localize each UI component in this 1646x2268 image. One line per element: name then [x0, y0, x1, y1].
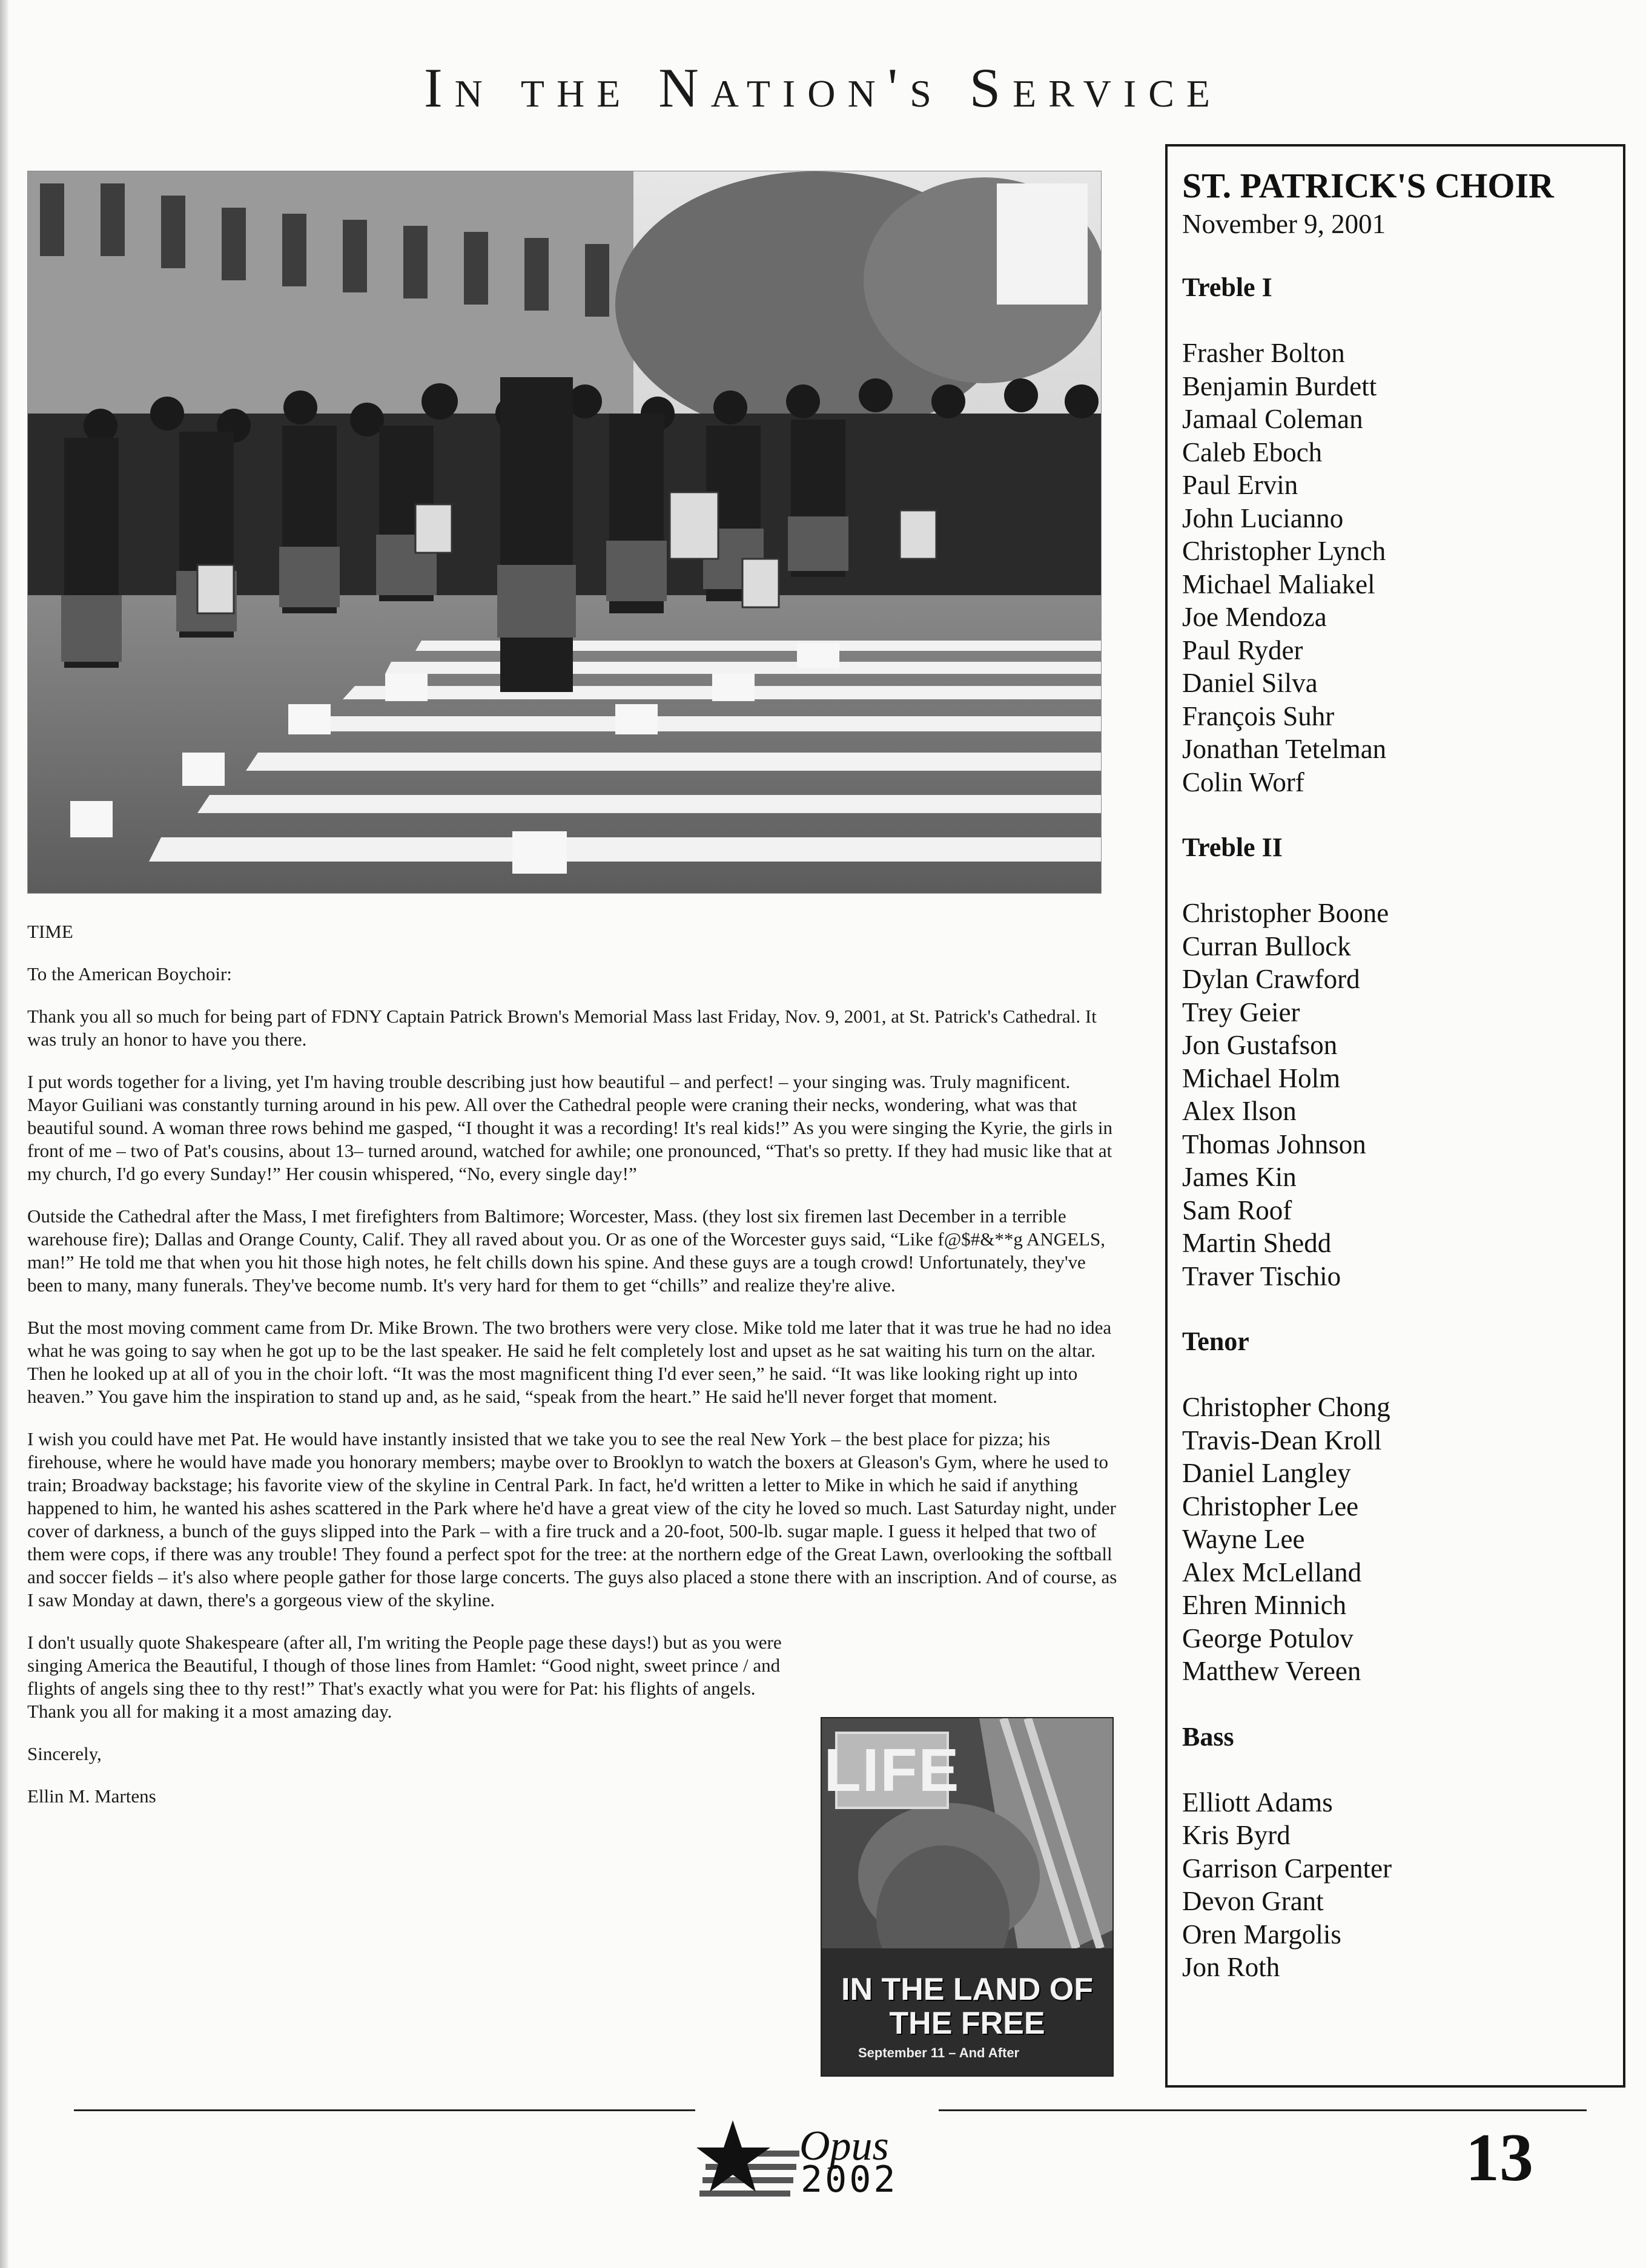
roster-section-title: Treble I: [1182, 272, 1272, 302]
roster-member-name: Travis-Dean Kroll: [1182, 1425, 1382, 1455]
footer-rule: [939, 2109, 1587, 2111]
roster-section: [1182, 1721, 1608, 1984]
roster-date: November 9, 2001: [1182, 209, 1386, 239]
roster-section: [1182, 831, 1608, 1293]
life-headline: [822, 1973, 1112, 2040]
life-dateline: September 11 – And After: [858, 2045, 1020, 2060]
roster-member-name: Curran Bullock: [1182, 931, 1351, 961]
roster-member-name: Devon Grant: [1182, 1886, 1324, 1916]
roster-member-name: Benjamin Burdett: [1182, 371, 1377, 401]
letter-closing: Sincerely,: [27, 1743, 102, 1764]
roster-member-name: Joe Mendoza: [1182, 602, 1327, 632]
roster-section-title: Bass: [1182, 1721, 1234, 1752]
letter-salutation: To the American Boychoir:: [27, 963, 232, 984]
roster-member-name: Christopher Lynch: [1182, 536, 1386, 566]
roster-member-name: Daniel Silva: [1182, 668, 1318, 698]
roster-member-name: Alex Ilson: [1182, 1096, 1297, 1126]
roster-member-name: Colin Worf: [1182, 766, 1304, 797]
roster-member-name: Ehren Minnich: [1182, 1590, 1347, 1620]
life-headline-line: IN THE LAND OF: [841, 1972, 1093, 2007]
roster-member-name: Daniel Langley: [1182, 1458, 1351, 1488]
roster-member-name: Oren Margolis: [1182, 1919, 1341, 1950]
roster-member-name: Michael Maliakel: [1182, 569, 1375, 599]
roster-member-name: Jon Gustafson: [1182, 1030, 1338, 1060]
roster-member-name: Christopher Lee: [1182, 1491, 1359, 1521]
roster-member-name: Dylan Crawford: [1182, 964, 1360, 994]
roster-member-name: Paul Ryder: [1182, 635, 1303, 665]
roster-section-title: Treble II: [1182, 832, 1283, 862]
page-binding-edge: [0, 0, 8, 2268]
roster-section-title: Tenor: [1182, 1327, 1249, 1356]
page-number: 13: [1466, 2120, 1533, 2195]
roster-member-name: Jamaal Coleman: [1182, 404, 1363, 434]
letter-paragraph: Outside the Cathedral after the Mass, I met firefighters from Baltimore; Worcester, Mass. (they lost six firemen last December in a terrible warehouse fire); Dallas and Orange County, Calif. They all raved about you. Or as one of the Worcester guys said, “Like f@$#&**g ANGELS, man!” He told me that when you hit those high notes, he felt chills down his spine. And these guys are a tough crowd! Unfortunately, they've been to many, many funerals. They've become numb. It's very hard for them to get “chills” and realize they're alive.: [27, 1205, 1105, 1296]
roster-member-name: Martin Shedd: [1182, 1228, 1332, 1258]
letter-source: TIME: [27, 921, 73, 942]
roster-member-name: Jonathan Tetelman: [1182, 734, 1387, 764]
roster-member-name: Sam Roof: [1182, 1195, 1292, 1225]
memorial-photo-art: [28, 171, 1101, 893]
roster-member-name: Thomas Johnson: [1182, 1129, 1366, 1159]
roster-member-name: Paul Ervin: [1182, 470, 1298, 500]
letter-paragraph: I wish you could have met Pat. He would have instantly insisted that we take you to see the real New York – the best place for pizza; his firehouse, where he would have made you honorary members; maybe over to Brooklyn to watch the boxers at Gleason's Gym, where he used to train; Broadway backstage; his favorite view of the skyline in Central Park. In fact, he'd written a letter to Mike in which he said if anything happened to him, he wanted his ashes scattered in the Park where he'd have a great view of the city he loved so much. Last Saturday night, under cover of darkness, a bunch of the guys slipped into the Park – with a fire truck and a 20-foot, 500-lb. sugar maple. I guess it helped that two of them were cops, if there was any trouble! They found a perfect spot for the tree: at the northern edge of the Great Lawn, overlooking the softball and soccer fields – it's also where people gather for those large concerts. The guys also placed a stone there with an inscription. And of course, as I saw Monday at dawn, there's a gorgeous view of the skyline.: [27, 1428, 1117, 1610]
roster-member-name: François Suhr: [1182, 701, 1335, 731]
roster-member-name: Michael Holm: [1182, 1063, 1341, 1093]
choir-roster-box: [1165, 144, 1625, 2088]
roster-member-name: Christopher Boone: [1182, 898, 1389, 928]
letter-paragraph: I don't usually quote Shakespeare (after all, I'm writing the People page these days!) but as you were singing America the Beautiful, I though of those lines from Hamlet: “Good night, sweet prince / and flights of angels sing thee to thy rest!” That's exactly what you were for Pat: his flights of angels. Thank you all for making it a most amazing day.: [27, 1632, 782, 1722]
opus-star-flag-icon: [696, 2114, 799, 2211]
opus-logo-word: Opus: [799, 2123, 889, 2169]
roster-member-name: Frasher Bolton: [1182, 338, 1345, 368]
roster-member-name: James Kin: [1182, 1162, 1297, 1192]
roster-member-name: George Potulov: [1182, 1623, 1353, 1653]
memorial-photo: [27, 171, 1102, 894]
roster-section: [1182, 1325, 1608, 1688]
letter-paragraph: But the most moving comment came from Dr. Mike Brown. The two brothers were very close. Mike told me later that it was true he had no idea what he was going to say when he got up to be the last speaker. He said he felt completely lost and upset as he sat waiting his turn on the altar. Then he looked up at all of you in the choir loft. “It was the most magnificent thing I'd ever seen,” he said. “It was like looking right up into heaven.” You gave him the inspiration to stand up and, as he said, “speak from the heart.” He said he'll never forget that moment.: [27, 1317, 1112, 1407]
roster-member-name: Matthew Vereen: [1182, 1656, 1361, 1686]
roster-member-name: John Lucianno: [1182, 503, 1344, 533]
opus-logo-year: 2002: [801, 2158, 898, 2201]
roster-member-name: Traver Tischio: [1182, 1261, 1341, 1291]
page-header: In the Nation's Service: [424, 57, 1222, 119]
life-logo: LIFE: [835, 1732, 949, 1809]
roster-member-name: Wayne Lee: [1182, 1524, 1305, 1554]
roster-title: ST. PATRICK'S CHOIR: [1182, 166, 1554, 205]
letter-body: [27, 920, 1117, 1827]
letter-paragraph: I put words together for a living, yet I'm having trouble describing just how beautiful – and perfect! – your singing was. Truly magnificent. Mayor Guiliani was constantly turning around in his pew. All over the Cathedral people were craning their necks, wondering, what was that beautiful sound. A woman three rows behind me gasped, “I thought it was a recording! It's real kids!” As you were singing the Kyrie, the girls in front of me – two of Pat's cousins, about 13– turned around, watched for awhile; one pronounced, “That's so pretty. If they had music like that at my church, I'd go every Sunday!” Her cousin whispered, “No, every single day!”: [27, 1071, 1112, 1184]
roster-section: [1182, 271, 1608, 799]
letter-paragraph: Thank you all so much for being part of FDNY Captain Patrick Brown's Memorial Mass last Friday, Nov. 9, 2001, at St. Patrick's Cathedral. It was truly an honor to have you there.: [27, 1006, 1097, 1050]
roster-member-name: Christopher Chong: [1182, 1392, 1390, 1422]
roster-member-name: Caleb Eboch: [1182, 437, 1323, 467]
roster-member-name: Garrison Carpenter: [1182, 1853, 1392, 1884]
life-magazine-cover: [821, 1717, 1114, 2077]
footer-rule: [74, 2109, 695, 2111]
letter-signature: Ellin M. Martens: [27, 1785, 156, 1807]
roster-sections: [1182, 271, 1608, 1984]
roster-member-name: Kris Byrd: [1182, 1820, 1291, 1850]
roster-member-name: Alex McLelland: [1182, 1557, 1362, 1587]
life-headline-line: THE FREE: [889, 2006, 1045, 2041]
roster-member-name: Jon Roth: [1182, 1952, 1280, 1982]
roster-member-name: Trey Geier: [1182, 997, 1300, 1027]
roster-member-name: Elliott Adams: [1182, 1787, 1333, 1818]
